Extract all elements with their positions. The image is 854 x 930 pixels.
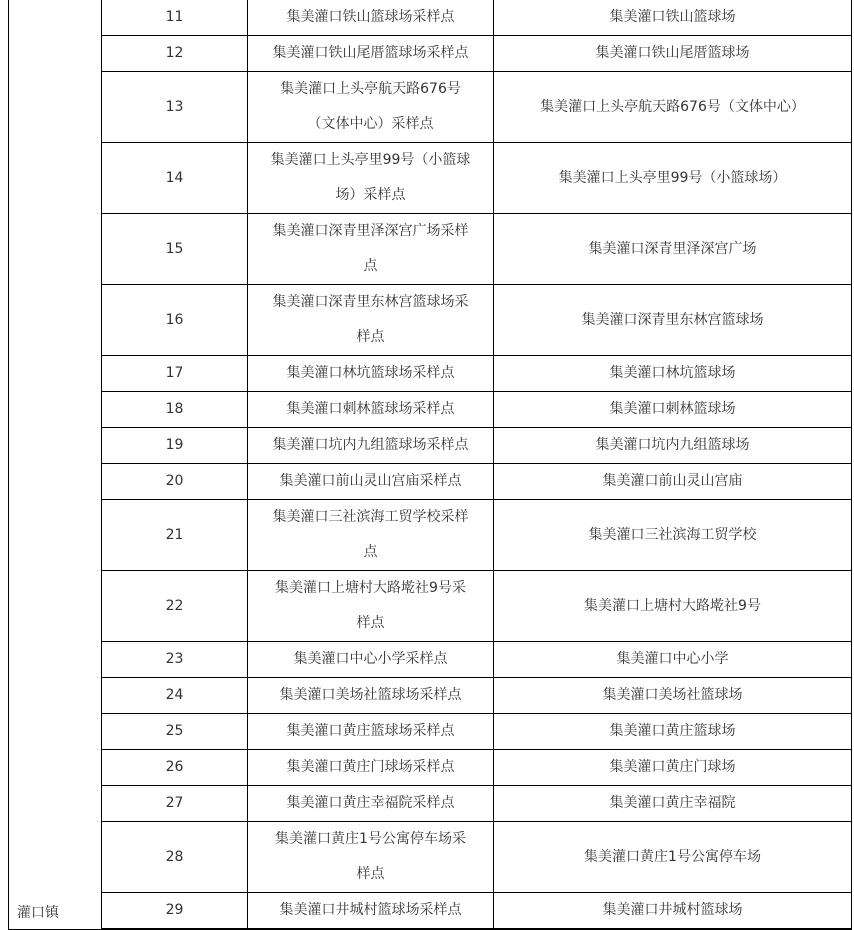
sampling-point-name-line: 集美灌口深青里泽深宫广场采样 <box>272 223 469 239</box>
sampling-location: 集美灌口铁山尾厝篮球场 <box>494 36 852 72</box>
sampling-location: 集美灌口上头亭里99号（小篮球场） <box>494 143 852 214</box>
table-row <box>9 428 852 464</box>
sampling-point-name <box>248 392 494 428</box>
sampling-location <box>494 929 852 930</box>
sampling-point-name-line: 集美灌口林坑篮球场采样点 <box>286 365 455 381</box>
sampling-point-name-line: 集美灌口前山灵山宫庙采样点 <box>279 473 462 489</box>
sampling-point-name-line: 集美灌口刺林篮球场采样点 <box>286 401 455 417</box>
sampling-point-name <box>248 500 494 571</box>
table-row <box>9 822 852 893</box>
sampling-point-name-line: 集美灌口黄庄1号公寓停车场采 <box>275 831 466 847</box>
sampling-point-name <box>248 929 494 930</box>
sampling-point-name-line: 集美灌口坑内九组篮球场采样点 <box>272 437 469 453</box>
sampling-point-name-line: 集美灌口铁山尾厝篮球场采样点 <box>272 45 469 61</box>
sampling-point-name <box>248 464 494 500</box>
sampling-point-name-line: 集美灌口上塘村大路墘社9号采 <box>275 580 466 596</box>
sampling-point-name-line: 集美灌口井城村篮球场采样点 <box>279 902 462 918</box>
row-number: 16 <box>102 285 248 356</box>
sampling-point-name <box>248 642 494 678</box>
sampling-location: 集美灌口中心小学 <box>494 642 852 678</box>
sampling-location: 集美灌口坑内九组篮球场 <box>494 428 852 464</box>
sampling-location: 集美灌口林坑篮球场 <box>494 356 852 392</box>
table-row <box>9 214 852 285</box>
sampling-point-name <box>248 678 494 714</box>
table-row <box>9 143 852 214</box>
row-number: 15 <box>102 214 248 285</box>
table-row <box>9 893 852 929</box>
table-row <box>9 500 852 571</box>
sampling-point-name <box>248 72 494 143</box>
table-row <box>9 0 852 36</box>
table-row <box>9 678 852 714</box>
sampling-point-name-line: 样点 <box>356 615 385 631</box>
sampling-point-name-line: 集美灌口三社滨海工贸学校采样 <box>272 509 469 525</box>
sampling-point-name <box>248 356 494 392</box>
table-row <box>9 356 852 392</box>
sampling-point-name <box>248 571 494 642</box>
sampling-location: 集美灌口深青里东林宫篮球场 <box>494 285 852 356</box>
sampling-point-name <box>248 822 494 893</box>
row-number: 17 <box>102 356 248 392</box>
sampling-point-name <box>248 0 494 36</box>
row-number: 21 <box>102 500 248 571</box>
sampling-location: 集美灌口黄庄幸福院 <box>494 786 852 822</box>
sampling-location: 集美灌口前山灵山宫庙 <box>494 464 852 500</box>
sampling-location: 集美灌口美场社篮球场 <box>494 678 852 714</box>
row-number: 29 <box>102 893 248 929</box>
sampling-point-name-line: （文体中心）采样点 <box>307 116 434 132</box>
sampling-location: 集美灌口三社滨海工贸学校 <box>494 500 852 571</box>
row-number: 14 <box>102 143 248 214</box>
sampling-point-name <box>248 36 494 72</box>
sampling-point-name <box>248 143 494 214</box>
sampling-point-name-line: 集美灌口铁山篮球场采样点 <box>286 9 455 25</box>
row-number: 13 <box>102 72 248 143</box>
table-row <box>9 571 852 642</box>
table-row <box>9 285 852 356</box>
sampling-point-name <box>248 750 494 786</box>
row-number: 25 <box>102 714 248 750</box>
sampling-point-name-line: 集美灌口黄庄幸福院采样点 <box>286 795 455 811</box>
row-number <box>102 929 248 930</box>
town-cell: 灌口镇 <box>9 0 102 930</box>
table-body <box>9 0 852 930</box>
row-number: 11 <box>102 0 248 36</box>
sampling-point-name-line: 点 <box>363 258 378 274</box>
sampling-point-name-line: 集美灌口上头亭里99号（小篮球 <box>270 152 471 168</box>
row-number: 12 <box>102 36 248 72</box>
sampling-point-name <box>248 786 494 822</box>
sampling-point-name-line: 集美灌口黄庄门球场采样点 <box>286 759 455 775</box>
sampling-sites-table <box>8 0 852 930</box>
sampling-point-name <box>248 214 494 285</box>
sampling-point-name-line: 集美灌口美场社篮球场采样点 <box>279 687 462 703</box>
table-row <box>9 929 852 930</box>
row-number: 19 <box>102 428 248 464</box>
row-number: 28 <box>102 822 248 893</box>
table-row <box>9 750 852 786</box>
table-row <box>9 642 852 678</box>
sampling-location: 集美灌口井城村篮球场 <box>494 893 852 929</box>
sampling-point-name <box>248 285 494 356</box>
row-number: 22 <box>102 571 248 642</box>
sampling-location: 集美灌口上头亭航天路676号（文体中心） <box>494 72 852 143</box>
sampling-point-name-line: 样点 <box>356 866 385 882</box>
sampling-point-name-line: 集美灌口上头亭航天路676号 <box>280 81 461 97</box>
sampling-point-name-line: 集美灌口黄庄篮球场采样点 <box>286 723 455 739</box>
table-row <box>9 786 852 822</box>
row-number: 23 <box>102 642 248 678</box>
sampling-point-name <box>248 714 494 750</box>
table-row <box>9 72 852 143</box>
row-number: 26 <box>102 750 248 786</box>
sampling-point-name-line: 集美灌口深青里东林宫篮球场采 <box>272 294 469 310</box>
row-number: 24 <box>102 678 248 714</box>
row-number: 20 <box>102 464 248 500</box>
sampling-location: 集美灌口上塘村大路墘社9号 <box>494 571 852 642</box>
sampling-location: 集美灌口刺林篮球场 <box>494 392 852 428</box>
table-row <box>9 392 852 428</box>
table-row <box>9 36 852 72</box>
row-number: 18 <box>102 392 248 428</box>
row-number: 27 <box>102 786 248 822</box>
sampling-point-name <box>248 428 494 464</box>
sampling-point-name-line: 集美灌口中心小学采样点 <box>293 651 448 667</box>
sampling-location: 集美灌口黄庄1号公寓停车场 <box>494 822 852 893</box>
sampling-point-name-line: 样点 <box>356 329 385 345</box>
sampling-location: 集美灌口深青里泽深宫广场 <box>494 214 852 285</box>
sampling-location: 集美灌口黄庄篮球场 <box>494 714 852 750</box>
sampling-location: 集美灌口黄庄门球场 <box>494 750 852 786</box>
sampling-location: 集美灌口铁山篮球场 <box>494 0 852 36</box>
sampling-point-name-line: 点 <box>363 544 378 560</box>
sampling-point-name <box>248 893 494 929</box>
table-row <box>9 464 852 500</box>
sampling-point-name-line: 场）采样点 <box>335 187 406 203</box>
table-row <box>9 714 852 750</box>
